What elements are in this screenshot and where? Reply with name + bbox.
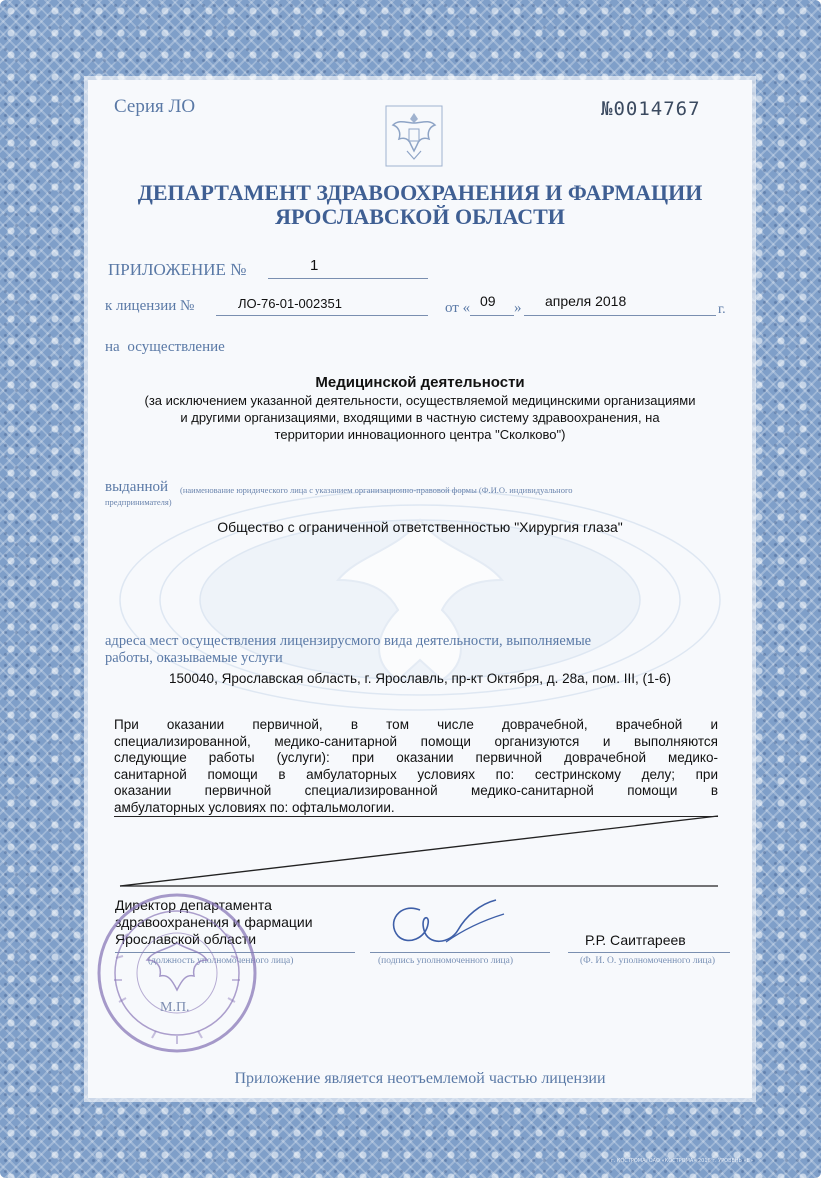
- form-number: №0014767: [601, 98, 701, 120]
- signatory-position-line3: Ярославской области: [115, 931, 257, 947]
- works-line5: оказании первичной специализированной медико-санитарной помощи в: [114, 783, 718, 798]
- license-label: к лицензии №: [105, 298, 195, 314]
- address-value: 150040, Ярославская область, г. Ярославль, пр-кт Октября, д. 28а, пом. III, (1-6): [169, 671, 671, 686]
- name-underline: [568, 952, 730, 953]
- appendix-number: 1: [310, 257, 319, 274]
- activity-note-line3: территории инновационного центра "Сколково"): [274, 427, 566, 442]
- works-text: [114, 717, 718, 816]
- issued-caption-line2: предпринимателя): [105, 497, 172, 507]
- issued-label: выданной: [105, 479, 169, 495]
- watermark-emblem: [98, 460, 742, 740]
- handwritten-signature: [380, 892, 530, 962]
- signature-caption: (подпись уполномоченного лица): [378, 956, 514, 966]
- works-line6: амбулаторных условиях по: офтальмологии.: [114, 799, 395, 815]
- activity-note-line1: (за исключением указанной деятельности, осуществляемой медицинскими организациями: [144, 393, 696, 408]
- address-label-line1: адреса мест осуществления лицензирусмого вида деятельности, выполняемые: [105, 633, 592, 649]
- license-year-suffix: г.: [718, 302, 726, 317]
- signatory-name: Р.Р. Саитгареев: [585, 932, 686, 948]
- document-sheet: [88, 80, 752, 1098]
- series-label: Серия ЛО: [114, 96, 196, 117]
- department-title-line2: ЯРОСЛАВСКОЙ ОБЛАСТИ: [275, 204, 565, 229]
- license-day: 09: [480, 293, 496, 309]
- license-day-close: »: [514, 300, 522, 316]
- license-underline: [216, 315, 428, 316]
- license-day-underline: [470, 315, 514, 316]
- license-month-year: апреля 2018: [545, 293, 627, 309]
- stamp-place-label: М.П.: [160, 1000, 190, 1015]
- appendix-underline: [268, 278, 428, 279]
- address-label-line2: работы, оказываемые услуги: [105, 650, 283, 666]
- activity-note-line2: и другими организациями, входящими в частную систему здравоохранения, на: [180, 410, 660, 425]
- department-title-line1: ДЕПАРТАМЕНТ ЗДРАВООХРАНЕНИЯ И ФАРМАЦИИ: [137, 180, 703, 205]
- issued-caption-line1: (наименование юридического лица с указанием организационно-правовой формы (Ф.И.О. индивидуального: [180, 485, 573, 495]
- position-caption: (должность уполномоченного лица): [148, 956, 294, 966]
- works-line2: специализированной, медико-санитарной помощи организуются и выполняются: [114, 733, 718, 749]
- signatory-position-line1: Директор департамента: [115, 897, 272, 913]
- activity-title: Медицинской деятельности: [315, 374, 525, 391]
- signatory-position-line2: здравоохранения и фармации: [115, 914, 313, 930]
- license-number: ЛО-76-01-002351: [238, 296, 342, 311]
- works-line1: При оказании первичной, в том числе доврачебной, врачебной и: [114, 717, 718, 732]
- issued-organization: Общество с ограниченной ответственностью "Хирургия глаза": [217, 519, 623, 535]
- license-from-label: от «: [445, 300, 471, 316]
- strikeout-diagonal: [108, 810, 728, 890]
- works-line3: следующие работы (услуги): при оказании первичной доврачебной медико-: [114, 750, 718, 765]
- coat-of-arms-icon: [385, 105, 443, 167]
- appendix-label: ПРИЛОЖЕНИЕ №: [108, 260, 247, 279]
- license-month-underline: [524, 315, 716, 316]
- activity-label: на осуществление: [105, 339, 225, 355]
- footer-text: Приложение является неотъемлемой частью лицензии: [234, 1070, 606, 1087]
- official-stamp: [92, 888, 262, 1058]
- name-caption: (Ф. И. О. уполномоченного лица): [580, 956, 715, 966]
- printer-imprint: г. КОСТРОМА, ОАО «КОСТРОМА» 2016 г. УРОВЕНЬ «В»: [611, 1158, 754, 1164]
- works-line4: санитарной помощи в амбулаторных условиях по: сестринскому делу; при: [114, 766, 718, 782]
